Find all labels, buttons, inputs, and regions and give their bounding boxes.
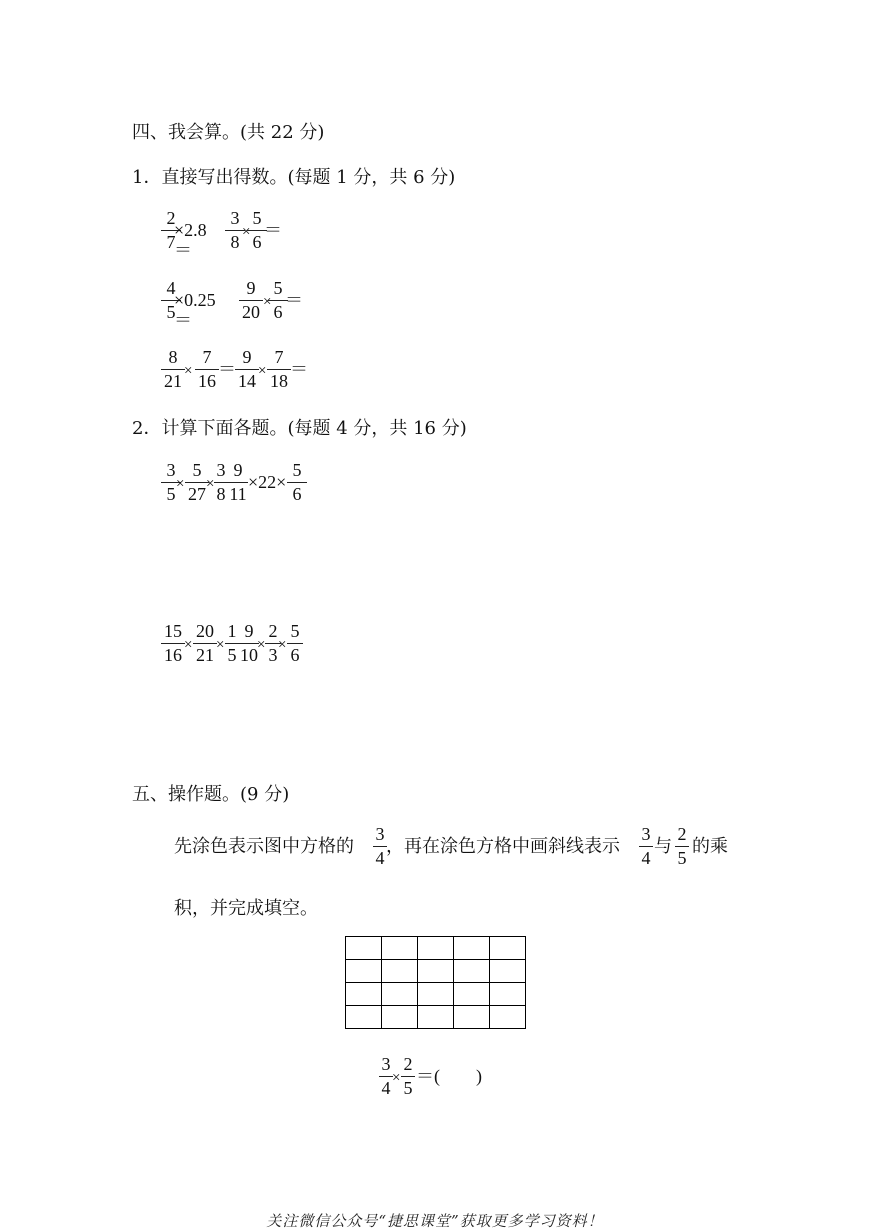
denominator: 6 bbox=[290, 645, 300, 665]
numerator: 3 bbox=[381, 1054, 391, 1074]
denominator: 27 bbox=[188, 484, 206, 504]
numerator: 9 bbox=[244, 621, 254, 641]
grid-cell[interactable] bbox=[418, 937, 454, 960]
grid-row bbox=[346, 983, 526, 1006]
grid-cell[interactable] bbox=[490, 937, 526, 960]
grid-cell[interactable] bbox=[382, 960, 418, 983]
numerator: 2 bbox=[166, 208, 176, 228]
operator: ×22× bbox=[248, 472, 287, 492]
denominator: 21 bbox=[164, 371, 182, 391]
footer-promo: 关注微信公众号“捷思课堂”获取更多学习资料！ bbox=[266, 1212, 604, 1230]
grid-cell[interactable] bbox=[454, 1006, 490, 1029]
numerator: 3 bbox=[216, 460, 226, 480]
answer-blank[interactable]: ＝( ) bbox=[416, 1066, 482, 1086]
grid-cell[interactable] bbox=[418, 960, 454, 983]
grid-cell[interactable] bbox=[454, 960, 490, 983]
operator: ×2.8＝ bbox=[174, 220, 207, 260]
denominator: 5 bbox=[403, 1078, 413, 1098]
numerator: 3 bbox=[375, 824, 385, 844]
denominator: 5 bbox=[166, 302, 176, 322]
operator: × bbox=[216, 637, 225, 653]
numerator: 3 bbox=[166, 460, 176, 480]
fraction bbox=[194, 345, 220, 393]
numerator: 5 bbox=[292, 460, 302, 480]
grid-cell[interactable] bbox=[346, 1006, 382, 1029]
denominator: 10 bbox=[240, 645, 258, 665]
numerator: 5 bbox=[273, 278, 283, 298]
question-2-title: 2．计算下面各题。(每题 4 分，共 16 分) bbox=[132, 418, 467, 439]
grid-row bbox=[346, 937, 526, 960]
operator: × bbox=[206, 476, 215, 492]
section-5-title: 五、操作题。(9 分) bbox=[132, 784, 290, 805]
denominator: 4 bbox=[375, 848, 385, 868]
grid-cell[interactable] bbox=[454, 983, 490, 1006]
grid-cell[interactable] bbox=[346, 960, 382, 983]
fraction bbox=[192, 619, 218, 667]
denominator: 20 bbox=[242, 302, 260, 322]
operator: × bbox=[257, 637, 266, 653]
fraction bbox=[238, 276, 264, 324]
denominator: 5 bbox=[166, 484, 176, 504]
denominator: 11 bbox=[229, 484, 247, 504]
operator: ＝ bbox=[264, 220, 282, 240]
denominator: 4 bbox=[641, 848, 651, 868]
denominator: 16 bbox=[198, 371, 216, 391]
operator: × bbox=[258, 363, 267, 379]
fraction bbox=[160, 619, 186, 667]
operator: ＝ bbox=[290, 359, 308, 379]
fraction bbox=[266, 345, 292, 393]
denominator: 7 bbox=[166, 232, 176, 252]
denominator: 5 bbox=[677, 848, 687, 868]
numerator: 2 bbox=[403, 1054, 413, 1074]
section-4-title: 四、我会算。(共 22 分) bbox=[132, 122, 325, 143]
square-grid[interactable] bbox=[345, 936, 526, 1029]
numerator: 2 bbox=[268, 621, 278, 641]
operator: × bbox=[392, 1070, 401, 1086]
denominator: 21 bbox=[196, 645, 214, 665]
operator: ＝ bbox=[218, 359, 236, 379]
question-1-title: 1．直接写出得数。(每题 1 分，共 6 分) bbox=[132, 167, 456, 188]
denominator: 8 bbox=[230, 232, 240, 252]
denominator: 4 bbox=[381, 1078, 391, 1098]
numerator: 4 bbox=[166, 278, 176, 298]
fraction bbox=[234, 345, 260, 393]
fraction bbox=[638, 822, 654, 870]
grid-row bbox=[346, 1006, 526, 1029]
numerator: 7 bbox=[202, 347, 212, 367]
numerator: 9 bbox=[242, 347, 252, 367]
denominator: 5 bbox=[227, 645, 237, 665]
numerator: 1 bbox=[227, 621, 237, 641]
instruction-line-2: 积，并完成填空。 bbox=[174, 898, 318, 919]
operator: × bbox=[176, 476, 185, 492]
operator: × bbox=[263, 294, 272, 310]
operator: × bbox=[184, 637, 193, 653]
operator: ＝ bbox=[285, 290, 303, 310]
numerator: 5 bbox=[252, 208, 262, 228]
denominator: 3 bbox=[268, 645, 278, 665]
numerator: 5 bbox=[192, 460, 202, 480]
numerator: 3 bbox=[230, 208, 240, 228]
denominator: 14 bbox=[238, 371, 256, 391]
denominator: 6 bbox=[292, 484, 302, 504]
answer-expression bbox=[378, 1052, 518, 1102]
fraction bbox=[286, 619, 304, 667]
grid-cell[interactable] bbox=[346, 983, 382, 1006]
instruction-text: 与 bbox=[654, 836, 672, 856]
numerator: 20 bbox=[196, 621, 214, 641]
grid-cell[interactable] bbox=[346, 937, 382, 960]
operator: × bbox=[242, 224, 251, 240]
grid-cell[interactable] bbox=[382, 1006, 418, 1029]
numerator: 7 bbox=[274, 347, 284, 367]
instruction-text: 的乘 bbox=[692, 836, 728, 856]
grid-row bbox=[346, 960, 526, 983]
fraction bbox=[227, 458, 249, 506]
grid-cell[interactable] bbox=[382, 937, 418, 960]
denominator: 16 bbox=[164, 645, 182, 665]
grid-cell[interactable] bbox=[418, 1006, 454, 1029]
fraction bbox=[160, 345, 186, 393]
operator: ×0.25＝ bbox=[174, 290, 216, 330]
fraction bbox=[674, 822, 690, 870]
numerator: 8 bbox=[168, 347, 178, 367]
grid-cell[interactable] bbox=[382, 983, 418, 1006]
operator: × bbox=[278, 637, 287, 653]
grid-cell[interactable] bbox=[490, 960, 526, 983]
numerator: 5 bbox=[290, 621, 300, 641]
grid-cell[interactable] bbox=[418, 983, 454, 1006]
numerator: 9 bbox=[246, 278, 256, 298]
denominator: 18 bbox=[270, 371, 288, 391]
denominator: 6 bbox=[252, 232, 262, 252]
numerator: 3 bbox=[641, 824, 651, 844]
grid-cell[interactable] bbox=[490, 1006, 526, 1029]
numerator: 15 bbox=[164, 621, 182, 641]
instruction-text: 先涂色表示图中方格的 bbox=[174, 836, 354, 856]
denominator: 8 bbox=[216, 484, 226, 504]
grid-cell[interactable] bbox=[454, 937, 490, 960]
denominator: 6 bbox=[273, 302, 283, 322]
fraction bbox=[286, 458, 308, 506]
instruction-text: ，再在涂色方格中画斜线表示 bbox=[386, 836, 620, 856]
instruction-line-1 bbox=[174, 822, 774, 872]
numerator: 9 bbox=[233, 460, 243, 480]
fraction bbox=[400, 1052, 416, 1100]
grid-cell[interactable] bbox=[490, 983, 526, 1006]
operator: × bbox=[184, 363, 193, 379]
numerator: 2 bbox=[677, 824, 687, 844]
